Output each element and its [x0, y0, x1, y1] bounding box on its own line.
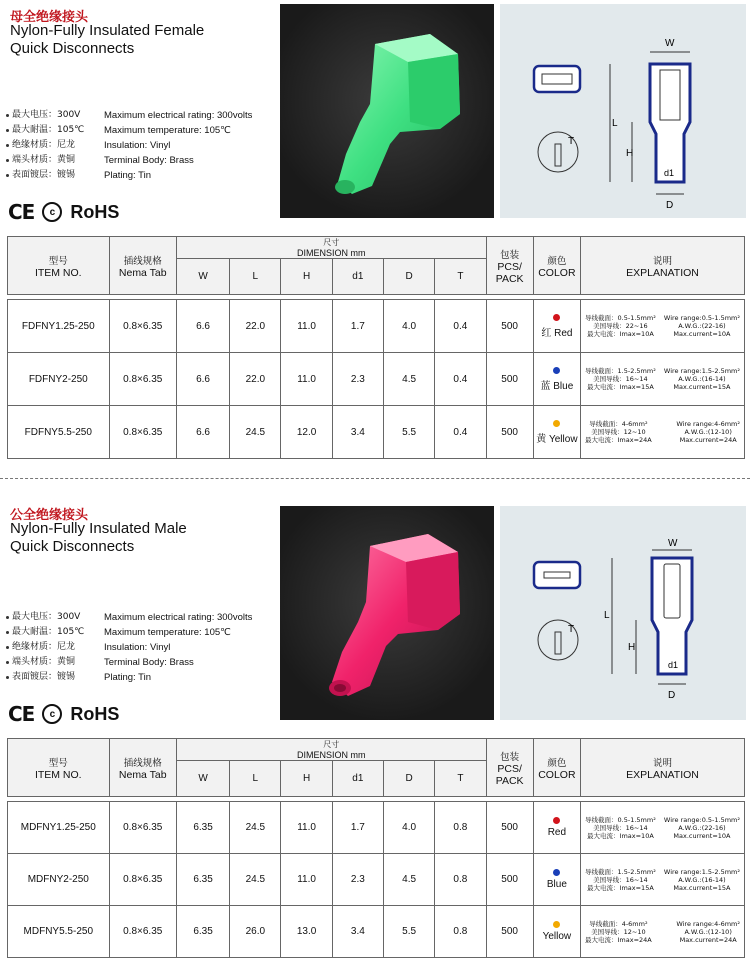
color-cell: Yellow — [533, 906, 580, 958]
spec-en: Terminal Body: Brass — [104, 657, 194, 668]
dim-d: 5.5 — [383, 406, 434, 459]
dim-w-label: W — [668, 538, 678, 549]
spec-row — [6, 168, 252, 183]
red-dot-icon — [553, 817, 560, 824]
color-cell: Blue — [533, 854, 580, 906]
header-dimension: 尺寸 DIMENSION mm — [176, 237, 486, 259]
bullet-icon — [6, 676, 9, 679]
male-spec-table — [7, 738, 745, 958]
pack-qty: 500 — [486, 854, 533, 906]
header-item-no: 型号 ITEM NO. — [8, 237, 110, 295]
yellow-dot-icon — [553, 420, 560, 427]
color-cell: Red — [533, 802, 580, 854]
spec-en: Maximum electrical rating: 300volts — [104, 612, 253, 623]
dim-t: 0.8 — [435, 854, 486, 906]
male-connector-image — [280, 506, 494, 720]
male-connector-photo — [280, 506, 494, 720]
dim-d1: 1.7 — [332, 802, 383, 854]
header-l: L — [230, 259, 281, 295]
table-row — [8, 802, 745, 854]
dim-w: 6.35 — [176, 802, 229, 854]
nema-tab: 0.8×6.35 — [109, 854, 176, 906]
dim-d: 5.5 — [383, 906, 434, 958]
dim-h-label: H — [628, 642, 636, 653]
bullet-icon — [6, 661, 9, 664]
dim-h: 11.0 — [281, 854, 332, 906]
c-mark-logo: c — [42, 704, 62, 724]
header-dimension: 尺寸 DIMENSION mm — [176, 739, 486, 761]
header-explanation: 说明 EXPLANATION — [581, 739, 745, 797]
header-color: 颜色 COLOR — [533, 237, 580, 295]
pack-qty: 500 — [486, 406, 533, 459]
dim-t-label: T — [568, 624, 575, 635]
male-title-en-1: Nylon-Fully Insulated Male — [10, 520, 187, 537]
header-item-no: 型号 ITEM NO. — [8, 739, 110, 797]
rohs-logo: RoHS — [70, 703, 120, 724]
male-title-en-2: Quick Disconnects — [10, 538, 135, 555]
spec-zh: 最大耐温：105℃ — [12, 125, 85, 135]
dim-d1-label: d1 — [664, 168, 675, 178]
spec-row — [6, 108, 252, 123]
explanation: 导线截面：0.5-1.5mm² 美国导线：16~14 最大电流：Imax=10A Wire range:0.5-1.5mm² A.W.G.:(22-16) Max.current=10A — [581, 802, 745, 854]
male-dimension-drawing — [500, 506, 746, 720]
nema-tab: 0.8×6.35 — [109, 300, 176, 353]
header-pack: 包装 PCS/ PACK — [486, 739, 533, 797]
item-no: MDFNY1.25-250 — [8, 802, 110, 854]
spec-en: Insulation: Vinyl — [104, 140, 171, 151]
spec-zh: 绝缘材质：尼龙 — [12, 140, 76, 150]
dim-l-label: L — [604, 610, 610, 621]
bullet-icon — [6, 646, 9, 649]
dim-l: 24.5 — [230, 406, 281, 459]
spec-row — [6, 123, 252, 138]
certification-logos — [8, 702, 119, 726]
spec-zh: 表面镀层：镀锡 — [12, 672, 76, 682]
explanation: 导线截面：4-6mm² 美国导线：12~10 最大电流：Imax=24A Wire range:4-6mm² A.W.G.:(12-10) Max.current=24A — [581, 906, 745, 958]
dim-w: 6.6 — [176, 353, 229, 406]
header-l: L — [230, 761, 281, 797]
dim-d1: 2.3 — [332, 854, 383, 906]
dim-l: 22.0 — [230, 300, 281, 353]
spec-zh: 端头材质：黄铜 — [12, 657, 76, 667]
ce-logo: CE — [8, 702, 35, 726]
yellow-dot-icon — [553, 921, 560, 928]
female-spec-list — [6, 108, 252, 183]
pack-qty: 500 — [486, 353, 533, 406]
header-explanation: 说明 EXPLANATION — [581, 237, 745, 295]
spec-zh: 绝缘材质：尼龙 — [12, 642, 76, 652]
header-w: W — [176, 761, 229, 797]
dim-l: 22.0 — [230, 353, 281, 406]
spec-row — [6, 625, 252, 640]
header-d1: d1 — [332, 761, 383, 797]
table-row — [8, 906, 745, 958]
dim-h-label: H — [626, 148, 634, 159]
explanation: 导线截面：4-6mm² 美国导线：12~10 最大电流：Imax=24A Wire range:4-6mm² A.W.G.:(12-10) Max.current=24A — [581, 406, 745, 459]
bullet-icon — [6, 114, 9, 117]
header-t: T — [435, 259, 486, 295]
dim-w: 6.6 — [176, 300, 229, 353]
header-pack: 包装 PCS/ PACK — [486, 237, 533, 295]
female-connector-photo — [280, 4, 494, 218]
spec-zh: 最大电压：300V — [12, 110, 81, 120]
header-w: W — [176, 259, 229, 295]
certification-logos — [8, 200, 119, 224]
dim-w: 6.35 — [176, 906, 229, 958]
explanation: 导线截面：0.5-1.5mm² 美国导线：22~16 最大电流：Imax=10A Wire range:0.5-1.5mm² A.W.G.:(22-16) Max.current=10A — [581, 300, 745, 353]
dim-h: 11.0 — [281, 802, 332, 854]
dim-h: 11.0 — [281, 300, 332, 353]
spec-en: Insulation: Vinyl — [104, 642, 171, 653]
red-dot-icon — [553, 314, 560, 321]
nema-tab: 0.8×6.35 — [109, 906, 176, 958]
dim-d: 4.5 — [383, 353, 434, 406]
item-no: FDFNY5.5-250 — [8, 406, 110, 459]
dim-d1-label: d1 — [668, 660, 679, 670]
female-title-en-1: Nylon-Fully Insulated Female — [10, 22, 205, 39]
dim-d1: 1.7 — [332, 300, 383, 353]
dim-t: 0.4 — [435, 406, 486, 459]
header-d: D — [383, 259, 434, 295]
female-title-en-2: Quick Disconnects — [10, 40, 135, 57]
dim-h: 11.0 — [281, 353, 332, 406]
dim-l: 26.0 — [230, 906, 281, 958]
pack-qty: 500 — [486, 300, 533, 353]
spec-en: Terminal Body: Brass — [104, 155, 194, 166]
item-no: FDFNY1.25-250 — [8, 300, 110, 353]
header-h: H — [281, 761, 332, 797]
bullet-icon — [6, 129, 9, 132]
ce-logo: CE — [8, 200, 35, 224]
dim-t: 0.8 — [435, 906, 486, 958]
dim-w: 6.6 — [176, 406, 229, 459]
nema-tab: 0.8×6.35 — [109, 406, 176, 459]
table-row — [8, 300, 745, 353]
section-divider — [0, 478, 750, 479]
dim-l: 24.5 — [230, 802, 281, 854]
header-h: H — [281, 259, 332, 295]
spec-zh: 端头材质：黄铜 — [12, 155, 76, 165]
dim-h: 12.0 — [281, 406, 332, 459]
item-no: MDFNY2-250 — [8, 854, 110, 906]
table-row — [8, 854, 745, 906]
female-technical-drawing — [500, 4, 746, 218]
female-dimension-drawing — [500, 4, 746, 218]
color-cell: 蓝 Blue — [533, 353, 580, 406]
rohs-logo: RoHS — [70, 201, 120, 222]
dim-l-label: L — [612, 118, 618, 129]
bullet-icon — [6, 144, 9, 147]
spec-en: Maximum electrical rating: 300volts — [104, 110, 253, 121]
male-title-zh: 公全绝缘接头 — [10, 508, 89, 523]
nema-tab: 0.8×6.35 — [109, 353, 176, 406]
spec-row — [6, 610, 252, 625]
spec-en: Maximum temperature: 105℃ — [104, 627, 231, 638]
dim-d: 4.5 — [383, 854, 434, 906]
item-no: FDFNY2-250 — [8, 353, 110, 406]
blue-dot-icon — [553, 367, 560, 374]
female-section — [0, 0, 750, 450]
dim-d-label: D — [666, 200, 674, 211]
female-connector-image — [280, 4, 494, 218]
dim-d-label: D — [668, 690, 676, 701]
bullet-icon — [6, 631, 9, 634]
male-technical-drawing — [500, 506, 746, 720]
spec-row — [6, 138, 252, 153]
spec-row — [6, 153, 252, 168]
header-color: 颜色 COLOR — [533, 739, 580, 797]
bullet-icon — [6, 159, 9, 162]
spec-row — [6, 655, 252, 670]
table-row — [8, 353, 745, 406]
explanation: 导线截面：1.5-2.5mm² 美国导线：16~14 最大电流：Imax=15A Wire range:1.5-2.5mm² A.W.G.:(16-14) Max.current=15A — [581, 353, 745, 406]
header-nema-tab: 插线规格 Nema Tab — [109, 739, 176, 797]
spec-row — [6, 640, 252, 655]
color-cell: 黄 Yellow — [533, 406, 580, 459]
dim-w-label: W — [665, 38, 675, 49]
dim-l: 24.5 — [230, 854, 281, 906]
header-d: D — [383, 761, 434, 797]
header-d1: d1 — [332, 259, 383, 295]
dim-t: 0.8 — [435, 802, 486, 854]
dim-d1: 3.4 — [332, 906, 383, 958]
spec-en: Maximum temperature: 105℃ — [104, 125, 231, 136]
nema-tab: 0.8×6.35 — [109, 802, 176, 854]
dim-d: 4.0 — [383, 300, 434, 353]
dim-w: 6.35 — [176, 854, 229, 906]
spec-zh: 最大电压：300V — [12, 612, 81, 622]
spec-row — [6, 670, 252, 685]
dim-t: 0.4 — [435, 300, 486, 353]
header-t: T — [435, 761, 486, 797]
female-title-zh: 母全绝缘接头 — [10, 10, 89, 25]
spec-zh: 最大耐温：105℃ — [12, 627, 85, 637]
bullet-icon — [6, 616, 9, 619]
header-nema-tab: 插线规格 Nema Tab — [109, 237, 176, 295]
bullet-icon — [6, 174, 9, 177]
dim-t: 0.4 — [435, 353, 486, 406]
dim-d1: 2.3 — [332, 353, 383, 406]
male-spec-list — [6, 610, 252, 685]
item-no: MDFNY5.5-250 — [8, 906, 110, 958]
dim-t-label: T — [568, 136, 575, 147]
color-cell: 红 Red — [533, 300, 580, 353]
female-spec-table — [7, 236, 745, 459]
dim-h: 13.0 — [281, 906, 332, 958]
spec-zh: 表面镀层：镀锡 — [12, 170, 76, 180]
explanation: 导线截面：1.5-2.5mm² 美国导线：16~14 最大电流：Imax=15A Wire range:1.5-2.5mm² A.W.G.:(16-14) Max.current=15A — [581, 854, 745, 906]
dim-d: 4.0 — [383, 802, 434, 854]
table-row — [8, 406, 745, 459]
pack-qty: 500 — [486, 802, 533, 854]
spec-en: Plating: Tin — [104, 170, 151, 181]
pack-qty: 500 — [486, 906, 533, 958]
c-mark-logo: c — [42, 202, 62, 222]
male-section — [0, 502, 750, 962]
dim-d1: 3.4 — [332, 406, 383, 459]
blue-dot-icon — [553, 869, 560, 876]
spec-en: Plating: Tin — [104, 672, 151, 683]
